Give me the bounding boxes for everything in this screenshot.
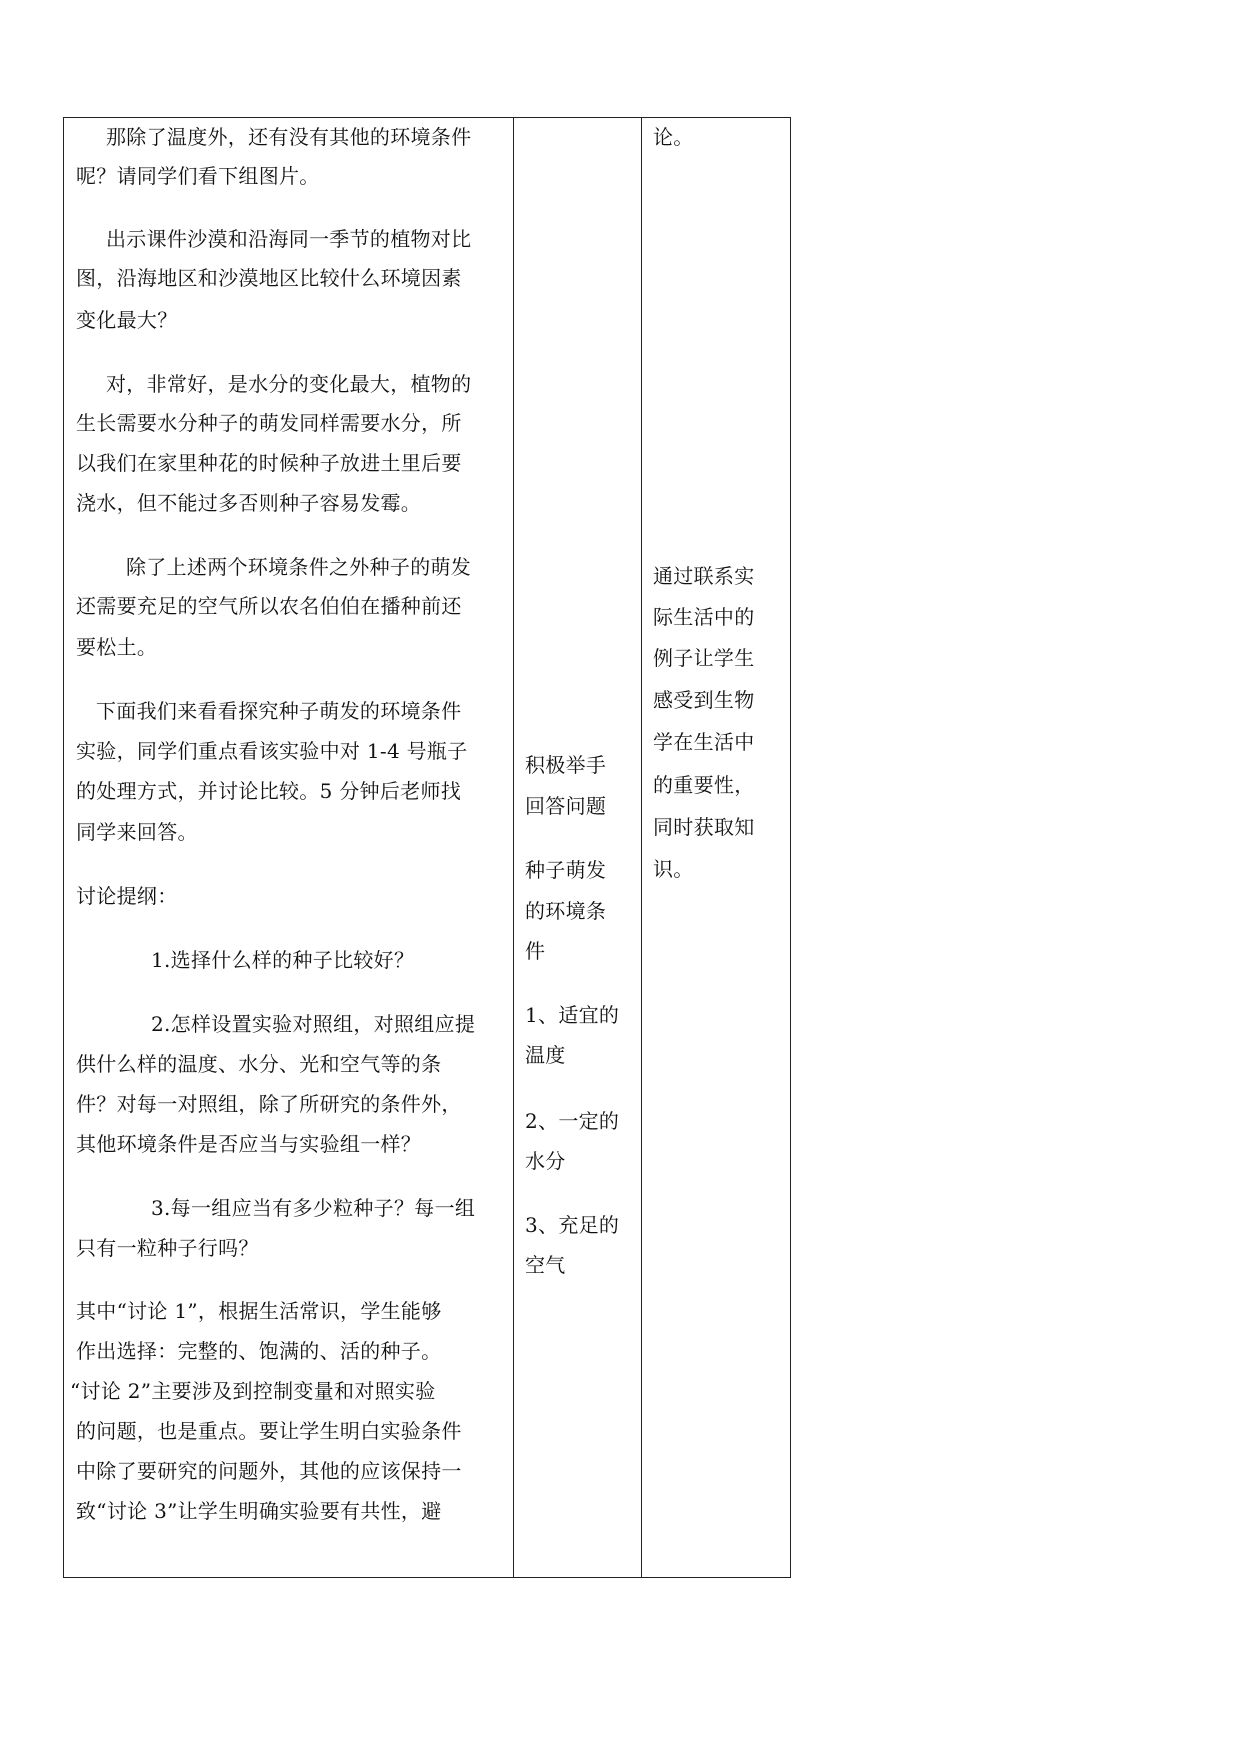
text-line: 还需要充足的空气所以农名伯伯在播种前还 [76,594,462,618]
text-line: 件？对每一对照组，除了所研究的条件外， [76,1092,462,1116]
text-line: 浇水，但不能过多否则种子容易发霉。 [76,491,422,515]
text-line: 学在生活中 [653,730,755,754]
text-line: 空气 [525,1253,566,1277]
text-line: 除了上述两个环境条件之外种子的萌发 [126,555,472,579]
text-line: 的重要性， [653,773,755,797]
text-line: 只有一粒种子行吗？ [76,1236,259,1260]
lesson-plan-table [63,117,791,1578]
text-line: 同学来回答。 [76,820,198,844]
text-line: 例子让学生 [653,646,755,670]
text-line: 的问题，也是重点。要让学生明白实验条件 [76,1419,462,1443]
text-line: 呢？请同学们看下组图片。 [76,164,320,188]
text-line: 生长需要水分种子的萌发同样需要水分，所 [76,411,462,435]
text-line: 种子萌发 [525,858,607,882]
text-line: 变化最大？ [76,308,178,332]
text-line: 水分 [525,1149,566,1173]
text-line: 件 [525,939,546,963]
text-line: 识。 [653,857,694,881]
text-line: 2、一定的 [525,1109,620,1133]
text-line: 要松土。 [76,635,158,659]
text-line: 作出选择：完整的、饱满的、活的种子。 [76,1339,442,1363]
text-line: 其他环境条件是否应当与实验组一样？ [76,1132,422,1156]
text-line: 实验，同学们重点看该实验中对 1-4 号瓶子 [76,739,468,763]
text-line: 以我们在家里种花的时候种子放进土里后要 [76,451,462,475]
text-line: 积极举手 [525,753,607,777]
text-line: 对，非常好，是水分的变化最大，植物的 [106,372,472,396]
text-line: 2.怎样设置实验对照组，对照组应提 [151,1012,476,1036]
text-line: 3、充足的 [525,1213,620,1237]
text-line: 讨论提纲： [76,884,178,908]
text-line: 的环境条 [525,899,607,923]
text-line: 图，沿海地区和沙漠地区比较什么环境因素 [76,266,462,290]
text-line: 的处理方式，并讨论比较。5 分钟后老师找 [76,779,462,803]
text-line: 3.每一组应当有多少粒种子？每一组 [151,1196,476,1220]
design-intent-cell [642,118,791,1578]
text-line: 回答问题 [525,794,607,818]
teacher-activity-cell [64,118,514,1578]
text-line: 那除了温度外，还有没有其他的环境条件 [106,125,472,149]
text-line: 中除了要研究的问题外，其他的应该保持一 [76,1459,462,1483]
text-line: 际生活中的 [653,605,755,629]
text-line: 下面我们来看看探究种子萌发的环境条件 [96,699,462,723]
table-row [64,118,791,1578]
text-line: 1、适宜的 [525,1003,620,1027]
text-line: 论。 [653,125,694,149]
text-line: “讨论 2”主要涉及到控制变量和对照实验 [70,1379,436,1403]
text-line: 其中“讨论 1”，根据生活常识，学生能够 [76,1299,442,1323]
text-line: 温度 [525,1043,566,1067]
text-line: 同时获取知 [653,815,755,839]
text-line: 出示课件沙漠和沿海同一季节的植物对比 [106,227,472,251]
student-activity-cell [514,118,642,1578]
text-line: 通过联系实 [653,564,755,588]
text-line: 1.选择什么样的种子比较好？ [151,948,415,972]
text-line: 致“讨论 3”让学生明确实验要有共性，避 [76,1499,442,1523]
text-line: 供什么样的温度、水分、光和空气等的条 [76,1052,442,1076]
text-line: 感受到生物 [653,688,755,712]
